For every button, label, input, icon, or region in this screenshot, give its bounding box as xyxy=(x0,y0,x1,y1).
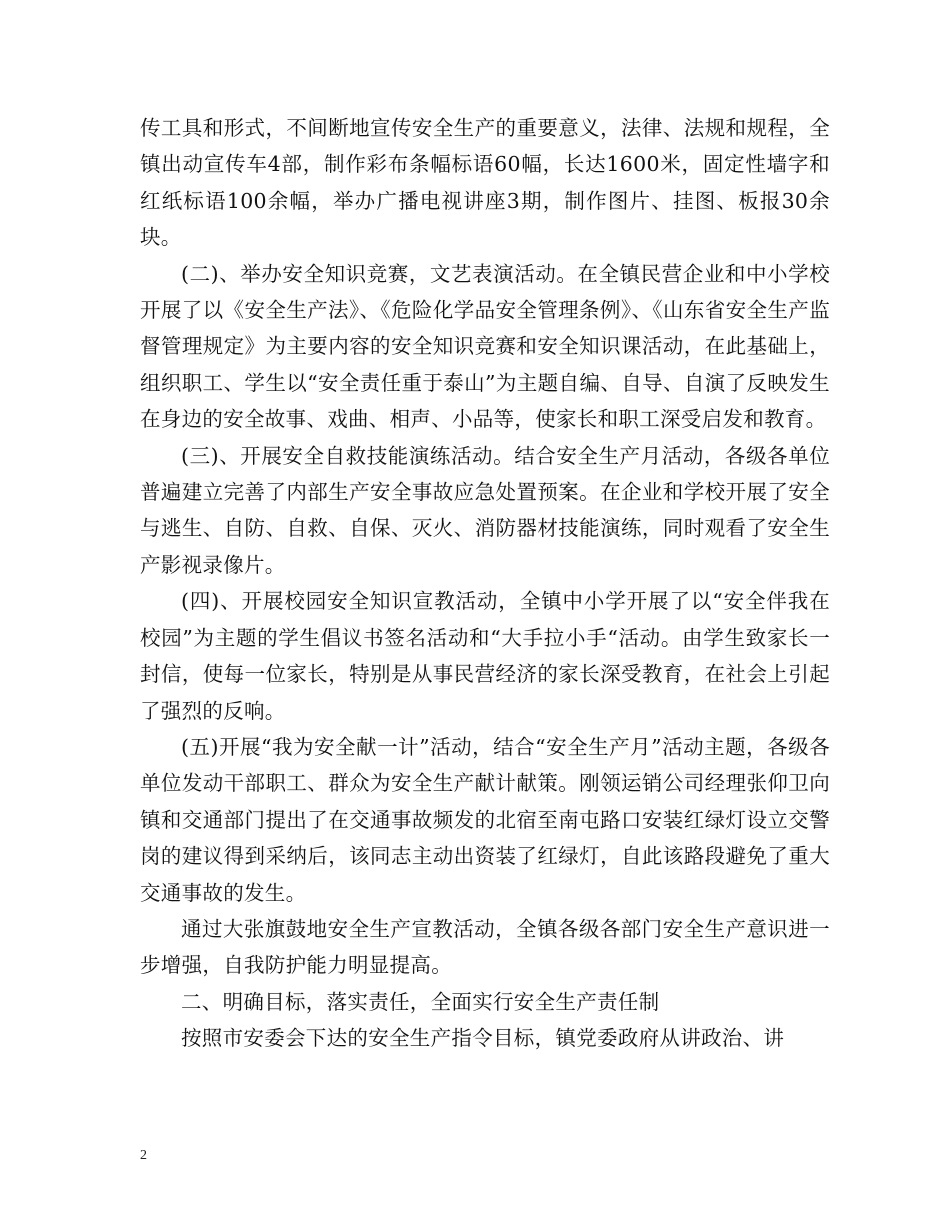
paragraph-2: (二)、举办安全知识竞赛，文艺表演活动。在全镇民营企业和中小学校开展了以《安全生产法》、《危险化学品安全管理条例》、《山东省安全生产监督管理规定》为主要内容的安全知识竞赛和安全知识课活动，在此基础上，组织职工、学生以“安全责任重于泰山”为主题自编、自导、自演了反映发生在身边的安全故事、戏曲、相声、小品等，使家长和职工深受启发和教育。 xyxy=(140,261,830,432)
paragraph-1: 传工具和形式，不间断地宣传安全生产的重要意义，法律、法规和规程，全镇出动宣传车4部，制作彩布条幅标语60幅，长达1600米，固定性墙字和红纸标语100余幅，举办广播电视讲座3期，制作图片、挂图、板报30余块。 xyxy=(140,116,830,250)
paragraph-6: 通过大张旗鼓地安全生产宣教活动，全镇各级各部门安全生产意识进一步增强，自我防护能力明显提高。 xyxy=(140,916,830,978)
paragraph-7: 按照市安委会下达的安全生产指令目标，镇党委政府从讲政治、讲 xyxy=(181,1026,785,1051)
document-body xyxy=(140,110,830,1057)
paragraph-4: (四)、开展校园安全知识宣教活动，全镇中小学开展了以“安全伴我在校园”为主题的学生倡议书签名活动和“大手拉小手“活动。由学生致家长一封信，使每一位家长，特别是从事民营经济的家长深受教育，在社会上引起了强烈的反响。 xyxy=(140,589,830,723)
paragraph-5: (五)开展“我为安全献一计”活动，结合“安全生产月”活动主题，各级各单位发动干部职工、群众为安全生产献计献策。刚领运销公司经理张仰卫向镇和交通部门提出了在交通事故频发的北宿至南屯路口安装红绿灯设立交警岗的建议得到采纳后，该同志主动出资装了红绿灯，自此该路段避免了重大交通事故的发生。 xyxy=(140,734,830,905)
section-heading: 二、明确目标，落实责任，全面实行安全生产责任制 xyxy=(181,989,660,1014)
page-number: 2 xyxy=(140,1148,147,1163)
paragraph-3: (三)、开展安全自救技能演练活动。结合安全生产月活动，各级各单位普遍建立完善了内部生产安全事故应急处置预案。在企业和学校开展了安全与逃生、自防、自救、自保、灭火、消防器材技能演练，同时观看了安全生产影视录像片。 xyxy=(140,443,830,577)
